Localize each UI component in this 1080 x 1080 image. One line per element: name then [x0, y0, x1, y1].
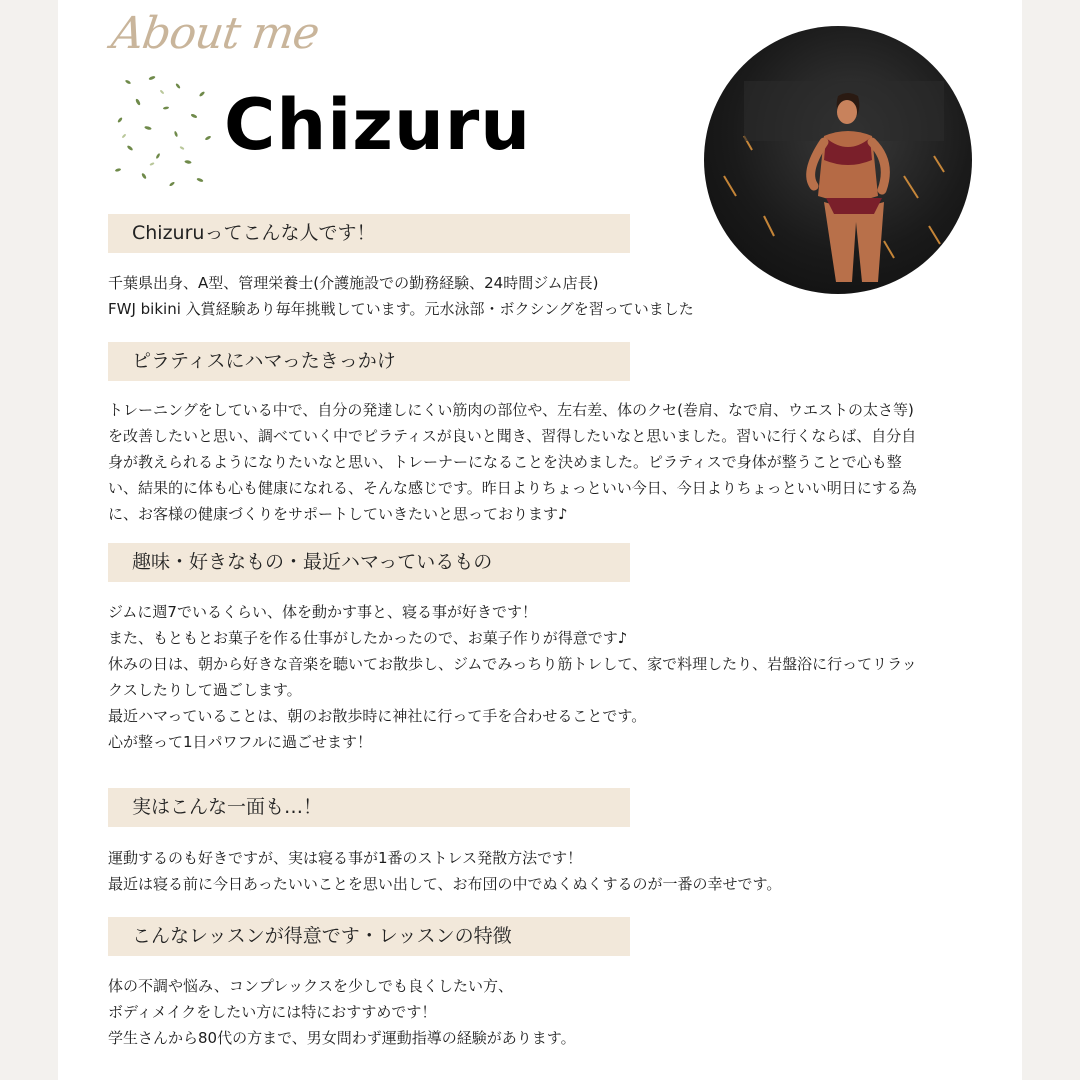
section-body-pilates-reason [108, 397, 917, 527]
about-me-script-title: About me [108, 8, 322, 59]
leaves-decoration-icon [108, 72, 220, 194]
body-line: 運動するのも好きですが、実は寝る事が1番のストレス発散方法です！ [108, 849, 583, 867]
body-line: を改善したいと思い、調べていく中でピラティスが良いと聞き、習得したいなと思いました。習いに行くならば、自分自 [108, 427, 917, 445]
section-body-hobbies [108, 599, 917, 755]
body-line: い、結果的に体も心も健康になれる、そんな感じです。昨日よりちょっといい今日、今日よりちょっといい明日にする為 [108, 479, 917, 497]
body-line: 心が整って1日パワフルに過ごせます！ [108, 733, 372, 751]
section-heading-lesson-features: こんなレッスンが得意です・レッスンの特徴 [108, 917, 630, 956]
body-line: 最近は寝る前に今日あったいいことを思い出して、お布団の中でぬくぬくするのが一番の幸せです。 [108, 875, 782, 893]
body-line: また、もともとお菓子を作る仕事がしたかったので、お菓子作りが得意です♪ [108, 629, 628, 647]
body-line: 学生さんから80代の方まで、男女問わず運動指導の経験があります。 [108, 1029, 576, 1047]
section-body-about [108, 270, 694, 322]
profile-name: Chizuru [224, 84, 532, 166]
body-line: 休みの日は、朝から好きな音楽を聴いてお散歩し、ジムでみっちり筋トレして、家で料理したり、岩盤浴に行ってリラッ [108, 655, 917, 673]
body-line: ジムに週7でいるくらい、体を動かす事と、寝る事が好きです！ [108, 603, 537, 621]
body-line: 体の不調や悩み、コンプレックスを少しでも良くしたい方、 [108, 977, 514, 995]
section-body-lesson-features [108, 973, 576, 1051]
body-line: ボディメイクをしたい方には特におすすめです！ [108, 1003, 437, 1021]
section-body-other-side [108, 845, 781, 897]
section-heading-pilates-reason: ピラティスにハマったきっかけ [108, 342, 630, 381]
body-line: トレーニングをしている中で、自分の発達しにくい筋肉の部位や、左右差、体のクセ(巻肩、なで肩、ウエストの太さ等) [108, 401, 914, 419]
section-heading-other-side: 実はこんな一面も…！ [108, 788, 630, 827]
body-line: 千葉県出身、A型、管理栄養士(介護施設での勤務経験、24時間ジム店長) [108, 274, 599, 292]
body-line: 身が教えられるようになりたいなと思い、トレーナーになることを決めました。ピラティスで身体が整うことで心も整 [108, 453, 902, 471]
section-heading-hobbies: 趣味・好きなもの・最近ハマっているもの [108, 543, 630, 582]
profile-photo [704, 26, 972, 294]
section-heading-about: Chizuruってこんな人です！ [108, 214, 630, 253]
body-line: FWJ bikini 入賞経験あり毎年挑戦しています。元水泳部・ボクシングを習っていました [108, 300, 694, 318]
body-line: クスしたりして過ごします。 [108, 681, 302, 699]
body-line: 最近ハマっていることは、朝のお散歩時に神社に行って手を合わせることです。 [108, 707, 647, 725]
body-line: に、お客様の健康づくりをサポートしていきたいと思っております♪ [108, 505, 568, 523]
